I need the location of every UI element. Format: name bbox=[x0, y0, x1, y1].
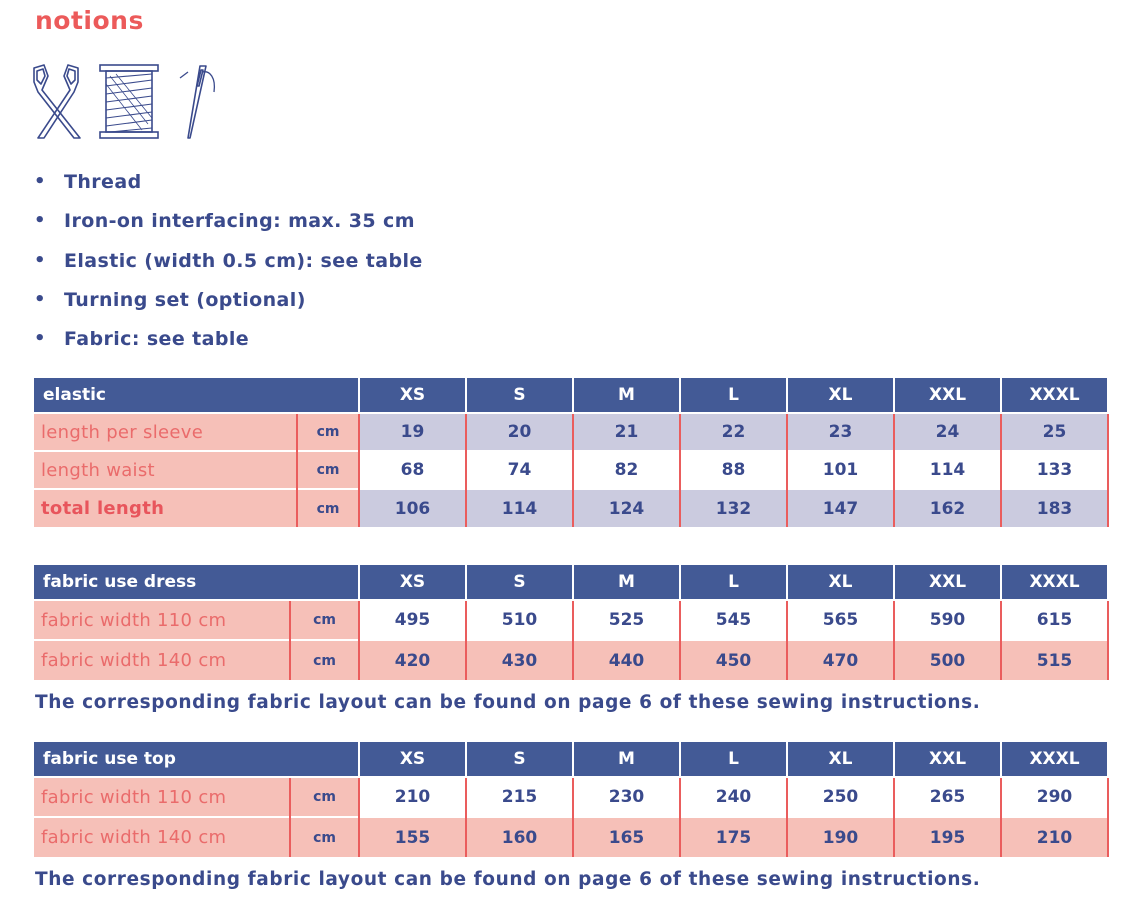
thread-spool-icon bbox=[100, 65, 158, 138]
table-cell: 210 bbox=[359, 777, 466, 817]
table-cell: 210 bbox=[1001, 817, 1108, 857]
fabric-top-table bbox=[34, 742, 1109, 857]
row-unit: cm bbox=[290, 600, 359, 640]
table-heading: elastic bbox=[34, 378, 359, 413]
row-unit: cm bbox=[290, 817, 359, 857]
size-header: L bbox=[680, 378, 787, 413]
table-cell: 106 bbox=[359, 489, 466, 527]
table-cell: 565 bbox=[787, 600, 894, 640]
table-cell: 230 bbox=[573, 777, 680, 817]
table-cell: 155 bbox=[359, 817, 466, 857]
table-cell: 21 bbox=[573, 413, 680, 451]
table-cell: 215 bbox=[466, 777, 573, 817]
row-unit: cm bbox=[297, 413, 359, 451]
row-label: fabric width 140 cm bbox=[34, 817, 290, 857]
size-header: XL bbox=[787, 378, 894, 413]
table-cell: 250 bbox=[787, 777, 894, 817]
row-unit: cm bbox=[290, 777, 359, 817]
table-cell: 590 bbox=[894, 600, 1001, 640]
table-cell: 240 bbox=[680, 777, 787, 817]
list-item: • Turning set (optional) bbox=[34, 286, 423, 325]
table-cell: 124 bbox=[573, 489, 680, 527]
table-cell: 500 bbox=[894, 640, 1001, 680]
table-cell: 525 bbox=[573, 600, 680, 640]
table-heading: fabric use dress bbox=[34, 565, 359, 600]
table-cell: 114 bbox=[894, 451, 1001, 489]
table-cell: 19 bbox=[359, 413, 466, 451]
table-cell: 88 bbox=[680, 451, 787, 489]
table-cell: 190 bbox=[787, 817, 894, 857]
size-header: XS bbox=[359, 565, 466, 600]
table-cell: 515 bbox=[1001, 640, 1108, 680]
row-label: fabric width 110 cm bbox=[34, 777, 290, 817]
needle-icon bbox=[180, 66, 214, 138]
table-row bbox=[34, 600, 1108, 640]
table-cell: 25 bbox=[1001, 413, 1108, 451]
list-item: • Iron-on interfacing: max. 35 cm bbox=[34, 207, 423, 246]
table-cell: 101 bbox=[787, 451, 894, 489]
table-cell: 165 bbox=[573, 817, 680, 857]
list-item: • Thread bbox=[34, 168, 423, 207]
row-label: fabric width 140 cm bbox=[34, 640, 290, 680]
row-label: length per sleeve bbox=[34, 413, 297, 451]
table-header-row bbox=[34, 565, 1108, 600]
table-heading: fabric use top bbox=[34, 742, 359, 777]
size-header: XL bbox=[787, 565, 894, 600]
table-row bbox=[34, 451, 1108, 489]
table-cell: 162 bbox=[894, 489, 1001, 527]
row-unit: cm bbox=[297, 489, 359, 527]
table-cell: 133 bbox=[1001, 451, 1108, 489]
table-cell: 195 bbox=[894, 817, 1001, 857]
table-cell: 82 bbox=[573, 451, 680, 489]
size-header: L bbox=[680, 742, 787, 777]
table-cell: 114 bbox=[466, 489, 573, 527]
size-header: M bbox=[573, 742, 680, 777]
table-header-row bbox=[34, 742, 1108, 777]
fabric-dress-table bbox=[34, 565, 1109, 680]
fabric-layout-note: The corresponding fabric layout can be found on page 6 of these sewing instructions. bbox=[35, 869, 981, 890]
table-cell: 615 bbox=[1001, 600, 1108, 640]
size-header: XXL bbox=[894, 742, 1001, 777]
table-cell: 147 bbox=[787, 489, 894, 527]
table-cell: 510 bbox=[466, 600, 573, 640]
scissors-icon bbox=[34, 65, 80, 138]
row-label: fabric width 110 cm bbox=[34, 600, 290, 640]
table-cell: 265 bbox=[894, 777, 1001, 817]
size-header: XS bbox=[359, 742, 466, 777]
table-header-row bbox=[34, 378, 1108, 413]
size-header: XXXL bbox=[1001, 565, 1108, 600]
table-cell: 132 bbox=[680, 489, 787, 527]
table-cell: 290 bbox=[1001, 777, 1108, 817]
row-unit: cm bbox=[290, 640, 359, 680]
table-cell: 545 bbox=[680, 600, 787, 640]
row-label: total length bbox=[34, 489, 297, 527]
table-cell: 23 bbox=[787, 413, 894, 451]
table-row bbox=[34, 413, 1108, 451]
fabric-layout-note: The corresponding fabric layout can be found on page 6 of these sewing instructions. bbox=[35, 692, 981, 713]
list-item: • Elastic (width 0.5 cm): see table bbox=[34, 247, 423, 286]
size-header: S bbox=[466, 565, 573, 600]
table-cell: 450 bbox=[680, 640, 787, 680]
table-cell: 160 bbox=[466, 817, 573, 857]
notions-icons bbox=[30, 62, 230, 142]
table-row bbox=[34, 640, 1108, 680]
list-item: • Fabric: see table bbox=[34, 325, 423, 364]
table-cell: 420 bbox=[359, 640, 466, 680]
size-header: XS bbox=[359, 378, 466, 413]
size-header: XXL bbox=[894, 378, 1001, 413]
size-header: S bbox=[466, 742, 573, 777]
size-header: XXXL bbox=[1001, 378, 1108, 413]
size-header: XXL bbox=[894, 565, 1001, 600]
table-cell: 74 bbox=[466, 451, 573, 489]
table-cell: 470 bbox=[787, 640, 894, 680]
size-header: S bbox=[466, 378, 573, 413]
row-label: length waist bbox=[34, 451, 297, 489]
table-cell: 175 bbox=[680, 817, 787, 857]
elastic-table bbox=[34, 378, 1109, 527]
size-header: M bbox=[573, 378, 680, 413]
table-cell: 495 bbox=[359, 600, 466, 640]
table-cell: 183 bbox=[1001, 489, 1108, 527]
row-unit: cm bbox=[297, 451, 359, 489]
table-cell: 68 bbox=[359, 451, 466, 489]
table-row bbox=[34, 817, 1108, 857]
table-cell: 20 bbox=[466, 413, 573, 451]
table-row bbox=[34, 489, 1108, 527]
notions-list bbox=[34, 168, 423, 364]
table-cell: 24 bbox=[894, 413, 1001, 451]
table-row bbox=[34, 777, 1108, 817]
size-header: M bbox=[573, 565, 680, 600]
size-header: XXXL bbox=[1001, 742, 1108, 777]
size-header: XL bbox=[787, 742, 894, 777]
table-cell: 22 bbox=[680, 413, 787, 451]
page-title: notions bbox=[35, 6, 144, 35]
table-cell: 440 bbox=[573, 640, 680, 680]
table-cell: 430 bbox=[466, 640, 573, 680]
size-header: L bbox=[680, 565, 787, 600]
